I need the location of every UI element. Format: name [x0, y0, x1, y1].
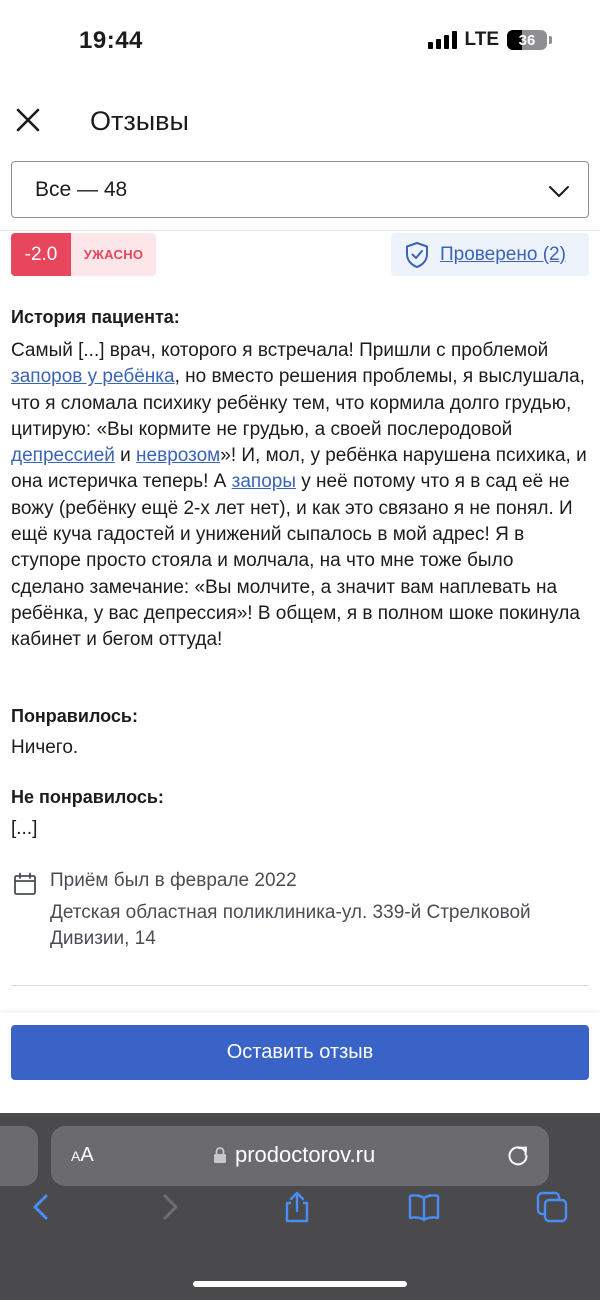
link-depression[interactable]: депрессией — [11, 445, 115, 467]
reload-icon[interactable] — [505, 1142, 531, 1168]
divider — [11, 985, 589, 986]
review-text-part: »! И, мол, у ребёнка нарушена психика, и она истеричка теперь! А — [11, 445, 587, 493]
shield-check-icon — [404, 241, 430, 269]
reviews-filter-select[interactable] — [11, 161, 589, 218]
history-title: История пациента: — [11, 307, 180, 327]
review-text — [11, 338, 591, 654]
lock-icon — [213, 1146, 227, 1164]
battery-level: 36 — [518, 31, 536, 49]
page-title: Отзывы — [90, 106, 189, 136]
back-icon[interactable] — [24, 1190, 58, 1224]
status-time: 19:44 — [79, 27, 143, 54]
network-type: LTE — [464, 29, 499, 50]
aa-small: A — [71, 1148, 81, 1164]
status-indicators — [428, 29, 552, 51]
review-text-part: , но вместо решения проблемы, я выслушала, что я сломала психику ребёнку тем, что кормила долго грудью, цитирую: «Вы кормите не грудью, а своей послеродовой — [11, 366, 585, 440]
url-text: prodoctorov.ru — [235, 1142, 376, 1167]
aa-big: A — [80, 1144, 94, 1166]
link-neurosis[interactable]: неврозом — [136, 445, 221, 467]
leave-review-button[interactable]: Оставить отзыв — [11, 1025, 589, 1080]
previous-tab[interactable] — [0, 1126, 38, 1186]
liked-title: Понравилось: — [11, 706, 138, 726]
home-indicator — [193, 1281, 407, 1287]
battery-icon — [507, 30, 547, 50]
link-constipation-child[interactable]: запоров у ребёнка — [11, 366, 175, 388]
close-icon — [10, 102, 46, 138]
header — [0, 96, 600, 148]
reader-settings-button[interactable] — [71, 1144, 94, 1167]
review-text-part: и — [114, 445, 137, 467]
share-icon[interactable] — [280, 1190, 314, 1224]
liked-text: Ничего. — [11, 737, 79, 758]
cta-bar — [0, 1013, 600, 1113]
chevron-down-icon — [548, 180, 570, 202]
bookmarks-icon[interactable] — [407, 1190, 441, 1224]
review-text-part: Самый [...] врач, которого я встречала! Пришли с проблемой — [11, 340, 549, 361]
verified-badge[interactable] — [391, 233, 589, 276]
filter-selected-value: Все — 48 — [35, 178, 128, 201]
verified-link[interactable]: Проверено (2) — [440, 243, 566, 265]
disliked-title: Не понравилось: — [11, 787, 164, 807]
link-constipation[interactable]: запоры — [231, 471, 296, 493]
visit-date: Приём был в феврале 2022 — [50, 870, 297, 891]
review-text-part: у неё потому что я в сад её не вожу (ребёнку ещё 2-х лет нет), и как это связано я не понял. И ещё куча гадостей и унижений сыпалось в мой адрес! Я в ступоре просто стояла и молчала, на что мне тоже было сделано замечание: «Вы молчите, а значит вам наплевать на ребёнка, у вас депрессия»! В общем, я в полном шоке покинула кабинет и бегом оттуда! — [11, 471, 580, 651]
address-bar[interactable] — [51, 1126, 549, 1186]
rating-badge — [11, 233, 156, 276]
tabs-icon[interactable] — [535, 1190, 569, 1224]
signal-icon — [428, 31, 457, 49]
divider — [0, 230, 600, 231]
status-bar — [0, 0, 600, 82]
disliked-text: [...] — [11, 818, 38, 839]
close-button[interactable] — [10, 102, 46, 138]
visit-place: Детская областная поликлиника-ул. 339-й Стрелковой Дивизии, 14 — [50, 902, 531, 949]
calendar-icon — [13, 872, 37, 896]
rating-score: -2.0 — [11, 233, 71, 276]
forward-icon[interactable] — [153, 1190, 187, 1224]
rating-label: УЖАСНО — [71, 233, 156, 276]
